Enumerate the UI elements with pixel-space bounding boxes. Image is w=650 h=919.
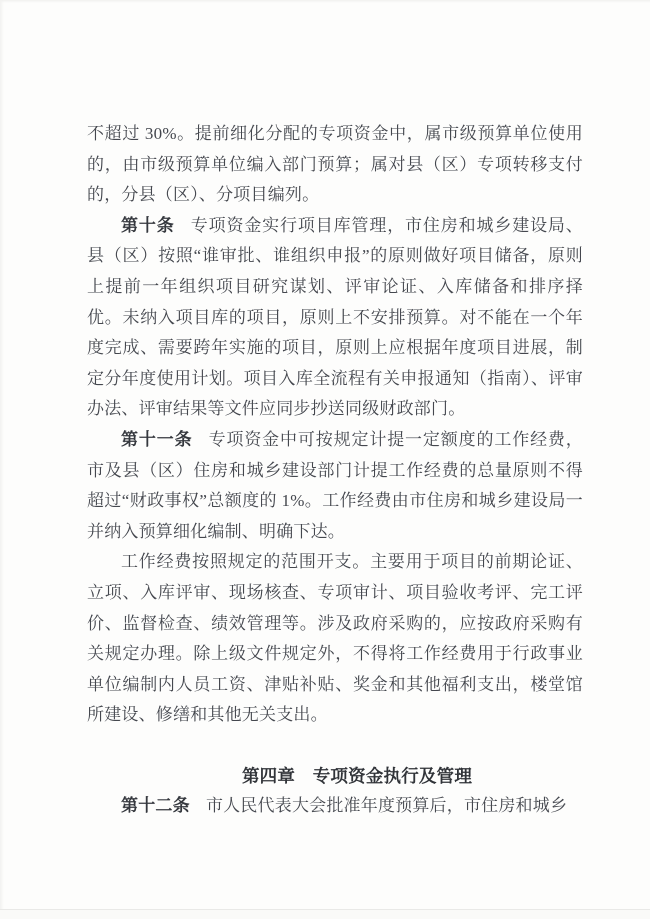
scan-edge-top <box>0 0 650 3</box>
paragraph-text: 市人民代表大会批准年度预算后，市住房和城乡 <box>205 796 568 816</box>
paragraph-text: 专项资金实行项目库管理，市住房和城乡建设局、县（区）按照“谁审批、谁组织申报”的原则做好项目储备，原则上提前一年组织项目研究谋划、评审论证、入库储备和排序择优。未纳入项目库的项目，原则上不安排预算。对不能在一个年度完成、需要跨年实施的项目，原则上应根据年度项目进展，制定分年度使用计划。项目入库全流程有关申报通知（指南）、评审办法、评审结果等文件应同步抄送同级财政部门。 <box>87 215 583 419</box>
chapter-heading: 第四章 专项资金执行及管理 <box>241 765 473 786</box>
article-10-number: 第十条 <box>121 215 175 235</box>
scan-edge-bottom <box>0 909 650 919</box>
paragraph-text: 专项资金中可按规定计提一定额度的工作经费，市及县（区）住房和城乡建设部门计提工作经费的总量原则不得超过“财政事权”总额度的 1%。工作经费由市住房和城乡建设局一并纳入预算细化编制、明确下达。 <box>87 429 583 541</box>
document-body <box>87 119 583 822</box>
paragraph-article-12 <box>87 791 583 822</box>
paragraph-text: 工作经费按照规定的范围开支。主要用于项目的前期论证、立项、入库评审、现场核查、专项审计、项目验收考评、完工评价、监督检查、绩效管理等。涉及政府采购的，应按政府采购有关规定办理。除上级文件规定外，不得将工作经费用于行政事业单位编制内人员工资、津贴补贴、奖金和其他福利支出，楼堂馆所建设、修缮和其他无关支出。 <box>87 552 583 725</box>
article-11-number: 第十一条 <box>121 429 193 449</box>
article-12-number: 第十二条 <box>121 796 190 816</box>
paragraph-article-11 <box>87 425 583 547</box>
paragraph-continuation <box>87 119 583 211</box>
paragraph-text: 不超过 30%。提前细化分配的专项资金中，属市级预算单位使用的，由市级预算单位编入部门预算；属对县（区）专项转移支付的，分县（区）、分项目编列。 <box>87 124 583 205</box>
scan-edge-left <box>0 0 4 919</box>
paragraph-article-10 <box>87 211 583 425</box>
paragraph-work-expenses <box>87 547 583 731</box>
